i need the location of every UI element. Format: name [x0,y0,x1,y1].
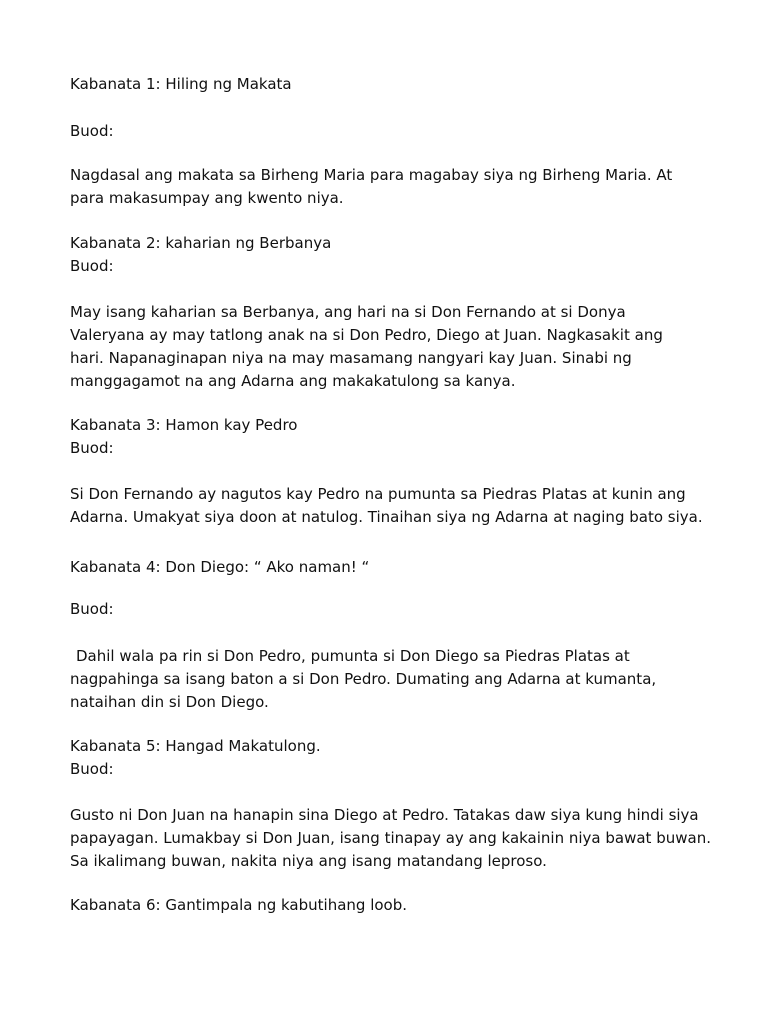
summary-line: manggagamot na ang Adarna ang makakatulong sa kanya. [70,372,516,390]
summary-label: Buod: [70,760,114,778]
chapter-heading: Kabanata 5: Hangad Makatulong. [70,737,321,755]
summary-line: hari. Napanaginapan niya na may masamang nangyari kay Juan. Sinabi ng [70,349,632,367]
summary-label: Buod: [70,122,114,140]
summary-line-text: Dahil wala pa rin si Don Pedro, pumunta si Don Diego sa Piedras Platas at [76,647,630,665]
summary-line: nagpahinga sa isang baton a si Don Pedro. Dumating ang Adarna at kumanta, [70,670,657,688]
chapter-heading: Kabanata 1: Hiling ng Makata [70,75,292,93]
summary-line: nataihan din si Don Diego. [70,693,269,711]
summary-line: Gusto ni Don Juan na hanapin sina Diego at Pedro. Tatakas daw siya kung hindi siya [70,806,699,824]
chapter-heading: Kabanata 2: kaharian ng Berbanya [70,234,332,252]
summary-label: Buod: [70,600,114,618]
summary-line: Nagdasal ang makata sa Birheng Maria para magabay siya ng Birheng Maria. At [70,166,673,184]
summary-line: Adarna. Umakyat siya doon at natulog. Tinaihan siya ng Adarna at naging bato siya. [70,508,703,526]
summary-label: Buod: [70,257,114,275]
summary-line: May isang kaharian sa Berbanya, ang hari na si Don Fernando at si Donya [70,303,626,321]
chapter-heading: Kabanata 4: Don Diego: “ Ako naman! “ [70,558,370,576]
summary-line: papayagan. Lumakbay si Don Juan, isang tinapay ay ang kakainin niya bawat buwan. [70,829,711,847]
summary-line [70,645,710,668]
summary-line: Si Don Fernando ay nagutos kay Pedro na pumunta sa Piedras Platas at kunin ang [70,485,686,503]
summary-line: Sa ikalimang buwan, nakita niya ang isang matandang leproso. [70,852,547,870]
summary-line: Valeryana ay may tatlong anak na si Don Pedro, Diego at Juan. Nagkasakit ang [70,326,663,344]
chapter-heading: Kabanata 3: Hamon kay Pedro [70,416,298,434]
summary-line: para makasumpay ang kwento niya. [70,189,344,207]
chapter-heading: Kabanata 6: Gantimpala ng kabutihang loob. [70,896,408,914]
summary-label: Buod: [70,439,114,457]
